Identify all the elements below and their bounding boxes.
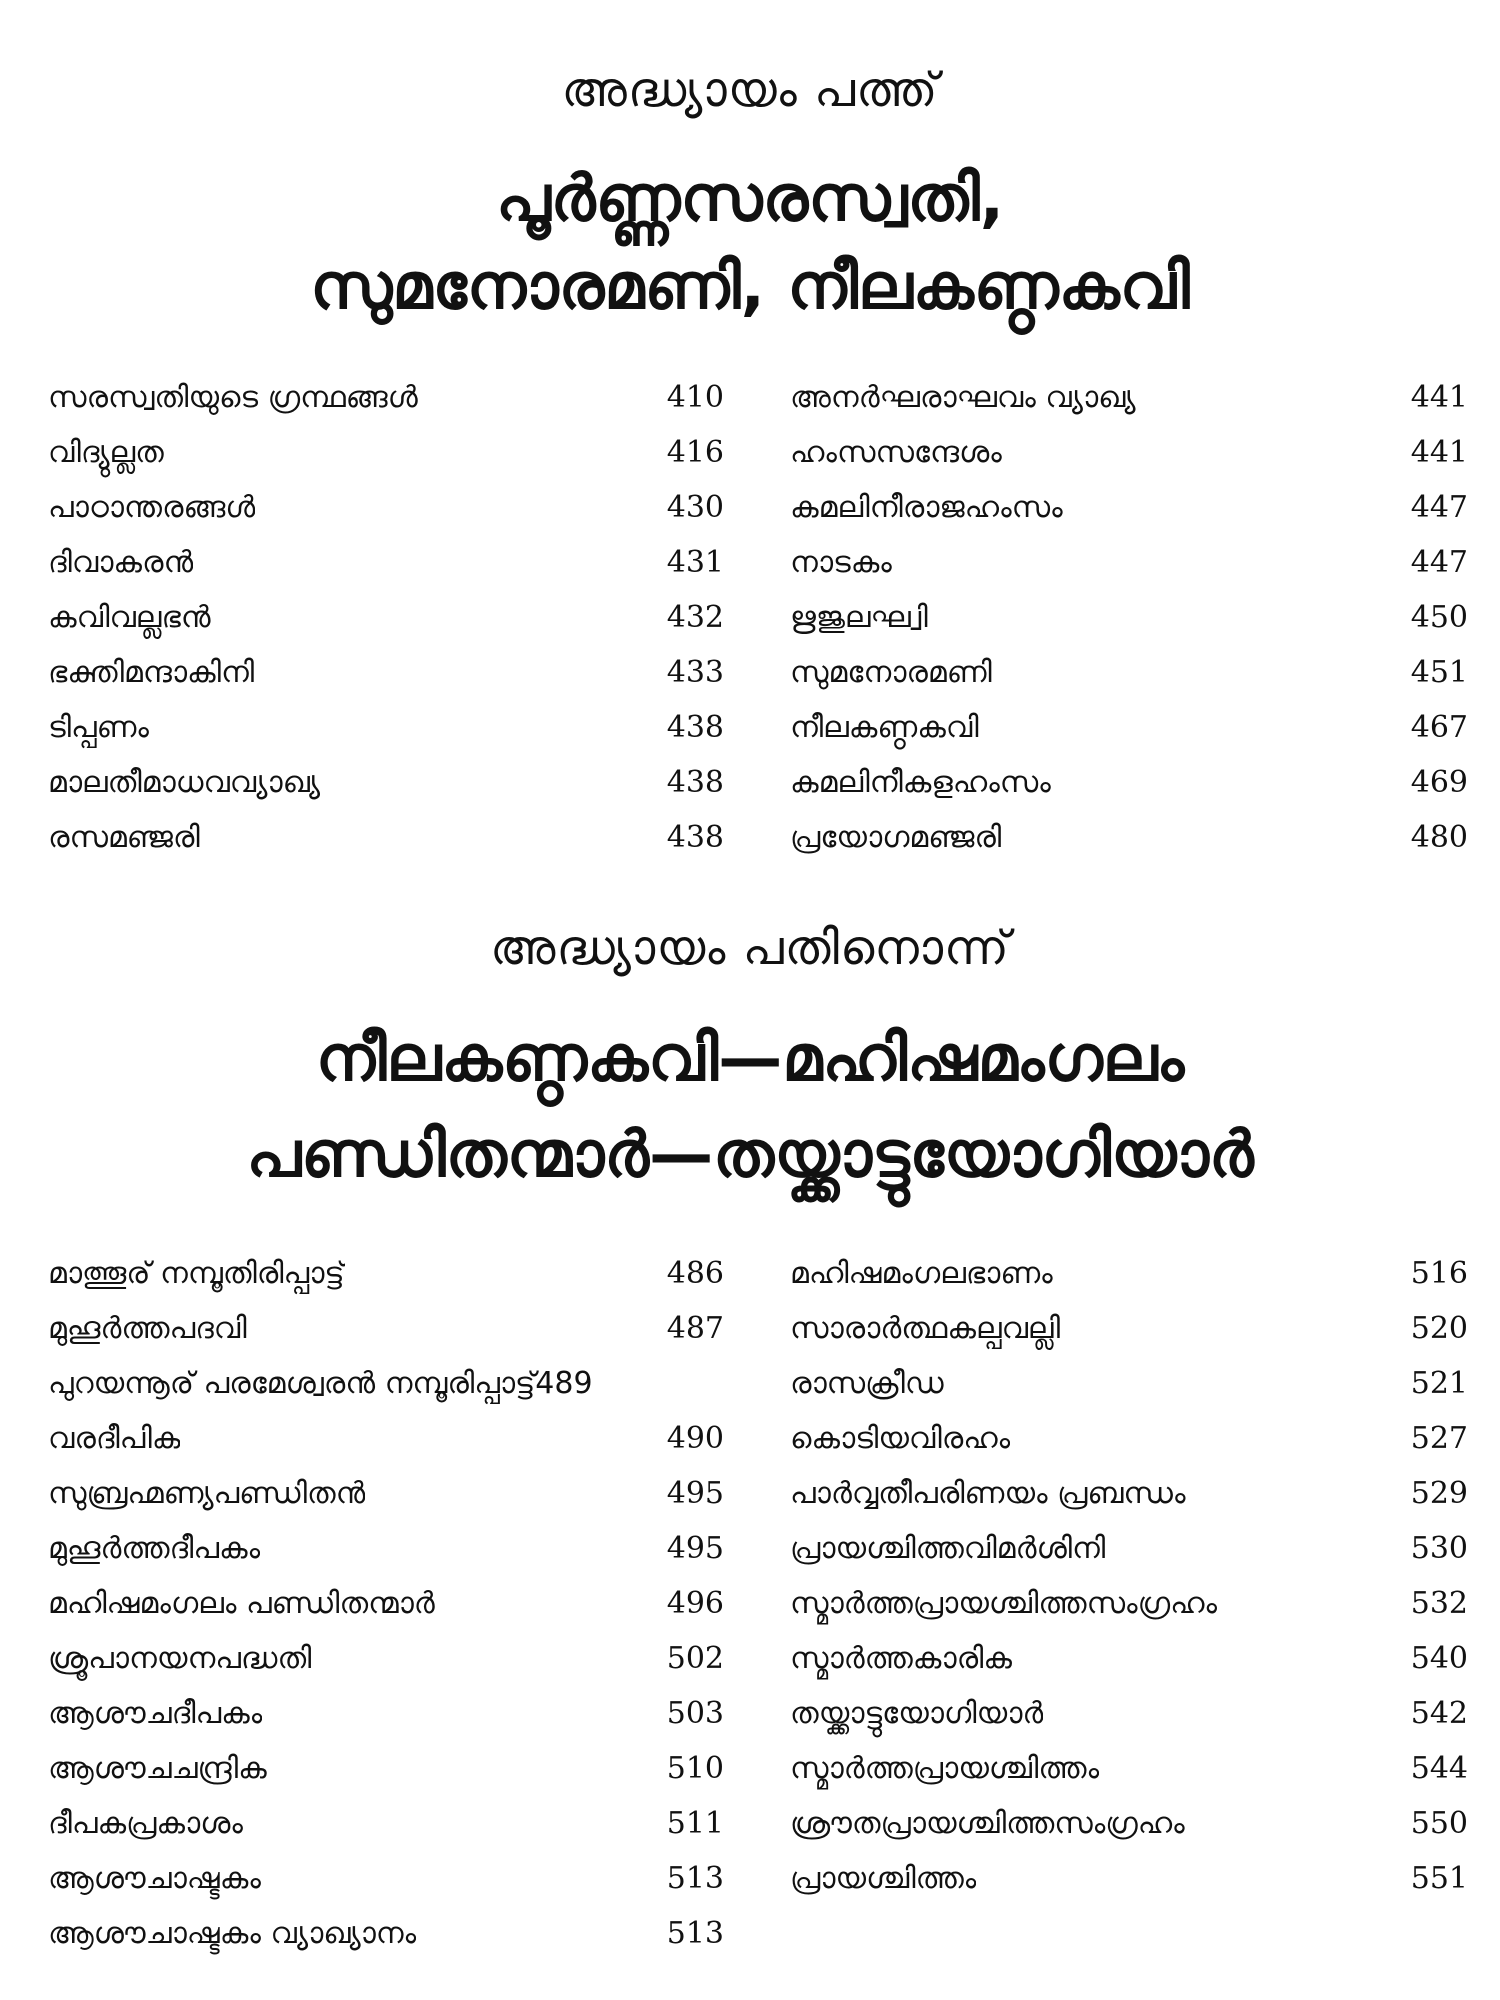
toc-entry xyxy=(48,755,728,810)
toc-entry-title: മഹിഷമംഗലം പണ്ഡിതന്മാർ xyxy=(48,1586,435,1621)
toc-entry xyxy=(790,810,1470,865)
toc-entry xyxy=(790,480,1470,535)
toc-entry-title: സുമനോരമണി xyxy=(790,655,992,690)
toc-entry-title: ആശൗചാഷ്ടകം xyxy=(48,1861,261,1896)
toc-entry-page: 447 xyxy=(1410,490,1468,525)
toc-entry-page: 450 xyxy=(1410,600,1468,635)
toc-entry-page: 467 xyxy=(1410,710,1468,745)
toc-entry-title: ആശൗചചന്ദ്രിക xyxy=(48,1751,267,1786)
toc-entry-title: പ്രയോഗമഞ്ജരി xyxy=(790,820,1002,855)
toc-entry-title: മഹിഷമംഗലഭാണം xyxy=(790,1256,1053,1291)
toc-entry-page: 431 xyxy=(666,545,724,580)
toc-entry-page: 410 xyxy=(666,380,724,415)
toc-entry-page: 416 xyxy=(666,435,724,470)
toc-entry xyxy=(790,1411,1470,1466)
toc-entry xyxy=(48,1411,728,1466)
toc-entry xyxy=(48,1686,728,1741)
toc-entry-title: ശ്രൗതപ്രായശ്ചിത്തസംഗ്രഹം xyxy=(790,1806,1185,1841)
toc-entry-title: പ്രായശ്ചിത്തവിമർശിനി xyxy=(790,1531,1106,1566)
toc-entry xyxy=(48,480,728,535)
toc-entry xyxy=(790,535,1470,590)
chapter-10-left-column xyxy=(48,370,728,865)
toc-entry xyxy=(790,1466,1470,1521)
toc-entry xyxy=(790,1521,1470,1576)
chapter-10-title-line-2: സുമനോരമണി, നീലകണ്ഠകവി xyxy=(310,250,1190,324)
toc-entry xyxy=(790,425,1470,480)
toc-entry-page: 532 xyxy=(1410,1586,1468,1621)
toc-entry xyxy=(48,1906,728,1961)
toc-entry-title: മുഹൂർത്തദീപകം xyxy=(48,1531,261,1566)
toc-entry-title: സുബ്രഹ്മണ്യപണ്ഡിതൻ xyxy=(48,1476,366,1511)
toc-entry-title: പാർവ്വതീപരിണയം പ്രബന്ധം xyxy=(790,1476,1186,1511)
toc-entry-page: 438 xyxy=(666,765,724,800)
chapter-11-title-line-1: നീലകണ്ഠകവി—മഹിഷമംഗലം xyxy=(315,1022,1185,1096)
toc-entry-page: 551 xyxy=(1410,1861,1468,1896)
toc-entry-page: 544 xyxy=(1410,1751,1468,1786)
toc-entry xyxy=(48,1521,728,1576)
toc-entry-page: 495 xyxy=(666,1476,724,1511)
toc-entry xyxy=(790,1631,1470,1686)
toc-entry-title: മുഹൂർത്തപദവി xyxy=(48,1311,247,1346)
toc-entry-page: 516 xyxy=(1410,1256,1468,1291)
toc-entry xyxy=(790,1356,1470,1411)
toc-entry-page: 542 xyxy=(1410,1696,1468,1731)
chapter-11-title-line-2: പണ്ഡിതന്മാർ—തയ്ക്കാട്ടുയോഗിയാർ xyxy=(246,1118,1254,1192)
toc-entry-page: 529 xyxy=(1410,1476,1468,1511)
chapter-11-right-column xyxy=(790,1246,1470,1906)
toc-entry-title: ആശൗചാഷ്ടകം വ്യാഖ്യാനം xyxy=(48,1916,417,1951)
chapter-10-label: അദ്ധ്യായം പത്ത് xyxy=(561,62,939,118)
toc-entry-title: മാത്തൂര് നമ്പൂതിരിപ്പാട്ട് xyxy=(48,1256,345,1291)
toc-entry-title: പ്രായശ്ചിത്തം xyxy=(790,1861,977,1896)
toc-entry xyxy=(790,1686,1470,1741)
toc-entry-page: 447 xyxy=(1410,545,1468,580)
toc-entry-title: തയ്ക്കാട്ടുയോഗിയാർ xyxy=(790,1696,1044,1731)
toc-entry-page: 503 xyxy=(666,1696,724,1731)
toc-entry-title: ടിപ്പണം xyxy=(48,710,149,745)
toc-entry xyxy=(48,1851,728,1906)
toc-entry-page: 438 xyxy=(666,710,724,745)
toc-entry-page: 438 xyxy=(666,820,724,855)
toc-entry-title: കമലിനീരാജഹംസം xyxy=(790,490,1063,525)
toc-entry-title: ഋജുലഘ്വി xyxy=(790,600,928,635)
toc-entry-title: സ്മാർത്തപ്രായശ്ചിത്തം xyxy=(790,1751,1100,1786)
toc-entry xyxy=(48,645,728,700)
chapter-10-title-line-1: പൂർണ്ണസരസ്വതി, xyxy=(495,162,1005,236)
toc-entry-page: 540 xyxy=(1410,1641,1468,1676)
toc-entry-title: പാഠാന്തരങ്ങൾ xyxy=(48,490,256,525)
toc-entry xyxy=(48,535,728,590)
toc-entry-page: 490 xyxy=(666,1421,724,1456)
toc-entry-title: ശ്രൂപാനയനപദ്ധതി xyxy=(48,1641,312,1676)
toc-entry-title: സ്മാർത്തകാരിക xyxy=(790,1641,1012,1676)
toc-entry-title: ദീപകപ്രകാശം xyxy=(48,1806,243,1841)
toc-entry xyxy=(48,810,728,865)
toc-entry xyxy=(790,1851,1470,1906)
toc-entry-page: 502 xyxy=(666,1641,724,1676)
toc-entry-title: സാരാർത്ഥകല്പവല്ലി xyxy=(790,1311,1061,1346)
toc-entry xyxy=(48,1466,728,1521)
toc-entry-title: സ്മാർത്തപ്രായശ്ചിത്തസംഗ്രഹം xyxy=(790,1586,1218,1621)
toc-entry xyxy=(790,1796,1470,1851)
toc-entry-title: കവിവല്ലഭൻ xyxy=(48,600,211,635)
toc-entry xyxy=(48,1576,728,1631)
toc-entry-page: 527 xyxy=(1410,1421,1468,1456)
toc-entry-title: ദിവാകരൻ xyxy=(48,545,194,580)
toc-entry-title: ഹംസസന്ദേശം xyxy=(790,435,1002,470)
toc-entry-title: നാടകം xyxy=(790,545,892,580)
toc-entry xyxy=(790,755,1470,810)
toc-entry-page: 487 xyxy=(666,1311,724,1346)
chapter-11-label: അദ്ധ്യായം പതിനൊന്ന് xyxy=(490,920,1010,976)
toc-entry-page: 451 xyxy=(1410,655,1468,690)
toc-entry xyxy=(790,1576,1470,1631)
toc-entry xyxy=(790,645,1470,700)
toc-entry xyxy=(790,590,1470,645)
toc-entry-title: ആശൗചദീപകം xyxy=(48,1696,263,1731)
toc-entry xyxy=(48,370,728,425)
toc-entry-page: 521 xyxy=(1410,1366,1468,1401)
toc-entry-page: 550 xyxy=(1410,1806,1468,1841)
toc-entry-page: 511 xyxy=(666,1806,724,1841)
toc-entry xyxy=(790,370,1470,425)
toc-entry-title: സരസ്വതിയുടെ ഗ്രന്ഥങ്ങൾ xyxy=(48,380,418,415)
toc-entry-page: 480 xyxy=(1410,820,1468,855)
toc-entry-page: 432 xyxy=(666,600,724,635)
toc-entry-title: ഭക്തിമന്ദാകിനി xyxy=(48,655,255,690)
toc-entry-page: 495 xyxy=(666,1531,724,1566)
toc-entry xyxy=(790,1301,1470,1356)
toc-entry xyxy=(48,1301,728,1356)
toc-entry xyxy=(790,1246,1470,1301)
toc-entry-title: രാസക്രീഡ xyxy=(790,1366,944,1401)
toc-entry-title: അനർഘരാഘവം വ്യാഖ്യ xyxy=(790,380,1136,415)
toc-entry-title: കൊടിയവിരഹം xyxy=(790,1421,1011,1456)
toc-entry xyxy=(48,425,728,480)
toc-entry xyxy=(48,1631,728,1686)
chapter-10-right-column xyxy=(790,370,1470,865)
toc-entry-page: 430 xyxy=(666,490,724,525)
toc-entry-page: 441 xyxy=(1410,435,1468,470)
toc-entry-page: 513 xyxy=(666,1861,724,1896)
toc-entry-title: വിദ്യുല്ലത xyxy=(48,435,164,470)
toc-entry xyxy=(48,1741,728,1796)
toc-entry xyxy=(790,700,1470,755)
toc-entry-page: 496 xyxy=(666,1586,724,1621)
toc-entry-title: മാലതീമാധവവ്യാഖ്യ xyxy=(48,765,320,800)
chapter-11-left-column xyxy=(48,1246,728,1961)
toc-entry xyxy=(790,1741,1470,1796)
toc-entry-page: 520 xyxy=(1410,1311,1468,1346)
toc-entry-page: 510 xyxy=(666,1751,724,1786)
toc-entry xyxy=(48,1356,728,1411)
toc-entry-title: വരദീപിക xyxy=(48,1421,181,1456)
toc-entry-page: 441 xyxy=(1410,380,1468,415)
toc-entry-title: കമലിനീകളഹംസം xyxy=(790,765,1051,800)
toc-entry-title: രസമഞ്ജരി xyxy=(48,820,200,855)
toc-entry xyxy=(48,590,728,645)
toc-entry-title: പുറയന്നൂര് പരമേശ്വരൻ നമ്പൂരിപ്പാട്ട്489 xyxy=(48,1366,593,1401)
toc-entry-page: 513 xyxy=(666,1916,724,1951)
toc-entry-page: 486 xyxy=(666,1256,724,1291)
toc-entry-page: 433 xyxy=(666,655,724,690)
toc-entry xyxy=(48,700,728,755)
toc-entry-page: 469 xyxy=(1410,765,1468,800)
toc-entry-title: നീലകണ്ഠകവി xyxy=(790,710,979,745)
toc-entry xyxy=(48,1796,728,1851)
toc-entry xyxy=(48,1246,728,1301)
toc-entry-page: 530 xyxy=(1410,1531,1468,1566)
